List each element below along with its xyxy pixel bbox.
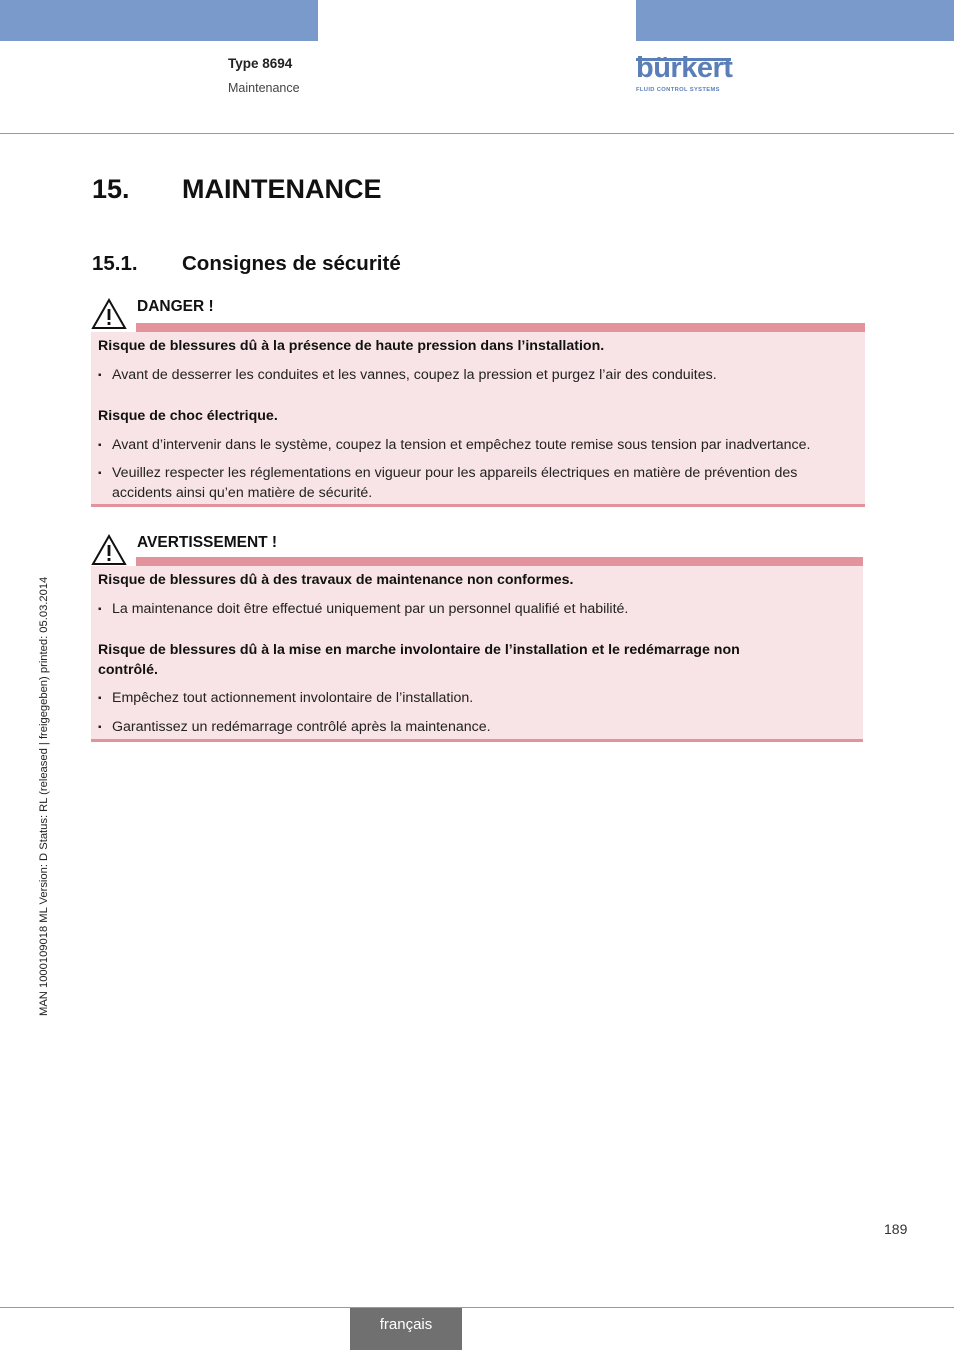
danger-title: DANGER !	[137, 298, 214, 315]
bullet-list	[98, 689, 857, 737]
danger-block-head	[91, 298, 865, 332]
bullet-item: ▪ Veuillez respecter les réglementations en vigueur pour les appareils électriques en matière de prévention des accidents ainsi qu’en matière de sécurité.	[98, 464, 859, 503]
bullet-list	[98, 600, 857, 620]
doc-section-label: Maintenance	[228, 81, 300, 95]
danger-title-bar	[136, 323, 865, 332]
header-bar-right	[636, 0, 954, 41]
danger-block	[91, 298, 865, 507]
danger-block-body	[91, 332, 865, 507]
logo-subtitle: FLUID CONTROL SYSTEMS	[636, 87, 720, 93]
warning-block-body	[91, 566, 863, 742]
logo-word: bürkert	[636, 52, 733, 84]
language-tab: français	[350, 1308, 462, 1350]
bullet-item: ▪ La maintenance doit être effectué uniquement par un personnel qualifié et habilité.	[98, 600, 857, 620]
header-bar-left	[0, 0, 318, 41]
chapter-title: MAINTENANCE	[182, 174, 382, 204]
warning-triangle-icon	[91, 534, 127, 566]
doc-type-label: Type 8694	[228, 56, 293, 71]
bullet-item: ▪ Garantissez un redémarrage contrôlé après la maintenance.	[98, 718, 857, 738]
warning-block-head	[91, 534, 863, 566]
section-heading	[92, 252, 401, 276]
warning-block	[91, 534, 863, 742]
page-number: 189	[884, 1221, 908, 1237]
side-document-info	[38, 577, 50, 1016]
bullet-list	[98, 366, 859, 386]
bullet-item: ▪ Avant de desserrer les conduites et les vannes, coupez la pression et purgez l’air des conduites.	[98, 366, 859, 386]
bullet-item: ▪ Avant d’intervenir dans le système, coupez la tension et empêchez toute remise sous tension par inadvertance.	[98, 436, 859, 456]
burkert-logo	[636, 52, 736, 96]
warning-triangle-icon	[91, 298, 127, 330]
risk-heading: Risque de blessures dû à la mise en marche involontaire de l’installation et le redémarrage non contrôlé.	[98, 642, 740, 678]
chapter-number: 15.	[92, 174, 130, 204]
footer-rule	[0, 1307, 954, 1308]
bullet-list	[98, 436, 859, 504]
risk-heading: Risque de blessures dû à des travaux de maintenance non conformes.	[98, 572, 574, 588]
side-document-info-text: MAN 1000109018 ML Version: D Status: RL (released | freigegeben) printed: 05.03.2014	[38, 576, 50, 1016]
risk-heading: Risque de choc électrique.	[98, 408, 278, 424]
header-rule	[0, 133, 954, 134]
risk-heading: Risque de blessures dû à la présence de haute pression dans l’installation.	[98, 338, 605, 354]
section-number: 15.1.	[92, 252, 138, 275]
warning-title: AVERTISSEMENT !	[137, 534, 278, 551]
chapter-heading	[92, 174, 382, 205]
warning-title-bar	[136, 557, 863, 566]
section-title: Consignes de sécurité	[182, 252, 401, 275]
bullet-item: ▪ Empêchez tout actionnement involontaire de l’installation.	[98, 689, 857, 709]
